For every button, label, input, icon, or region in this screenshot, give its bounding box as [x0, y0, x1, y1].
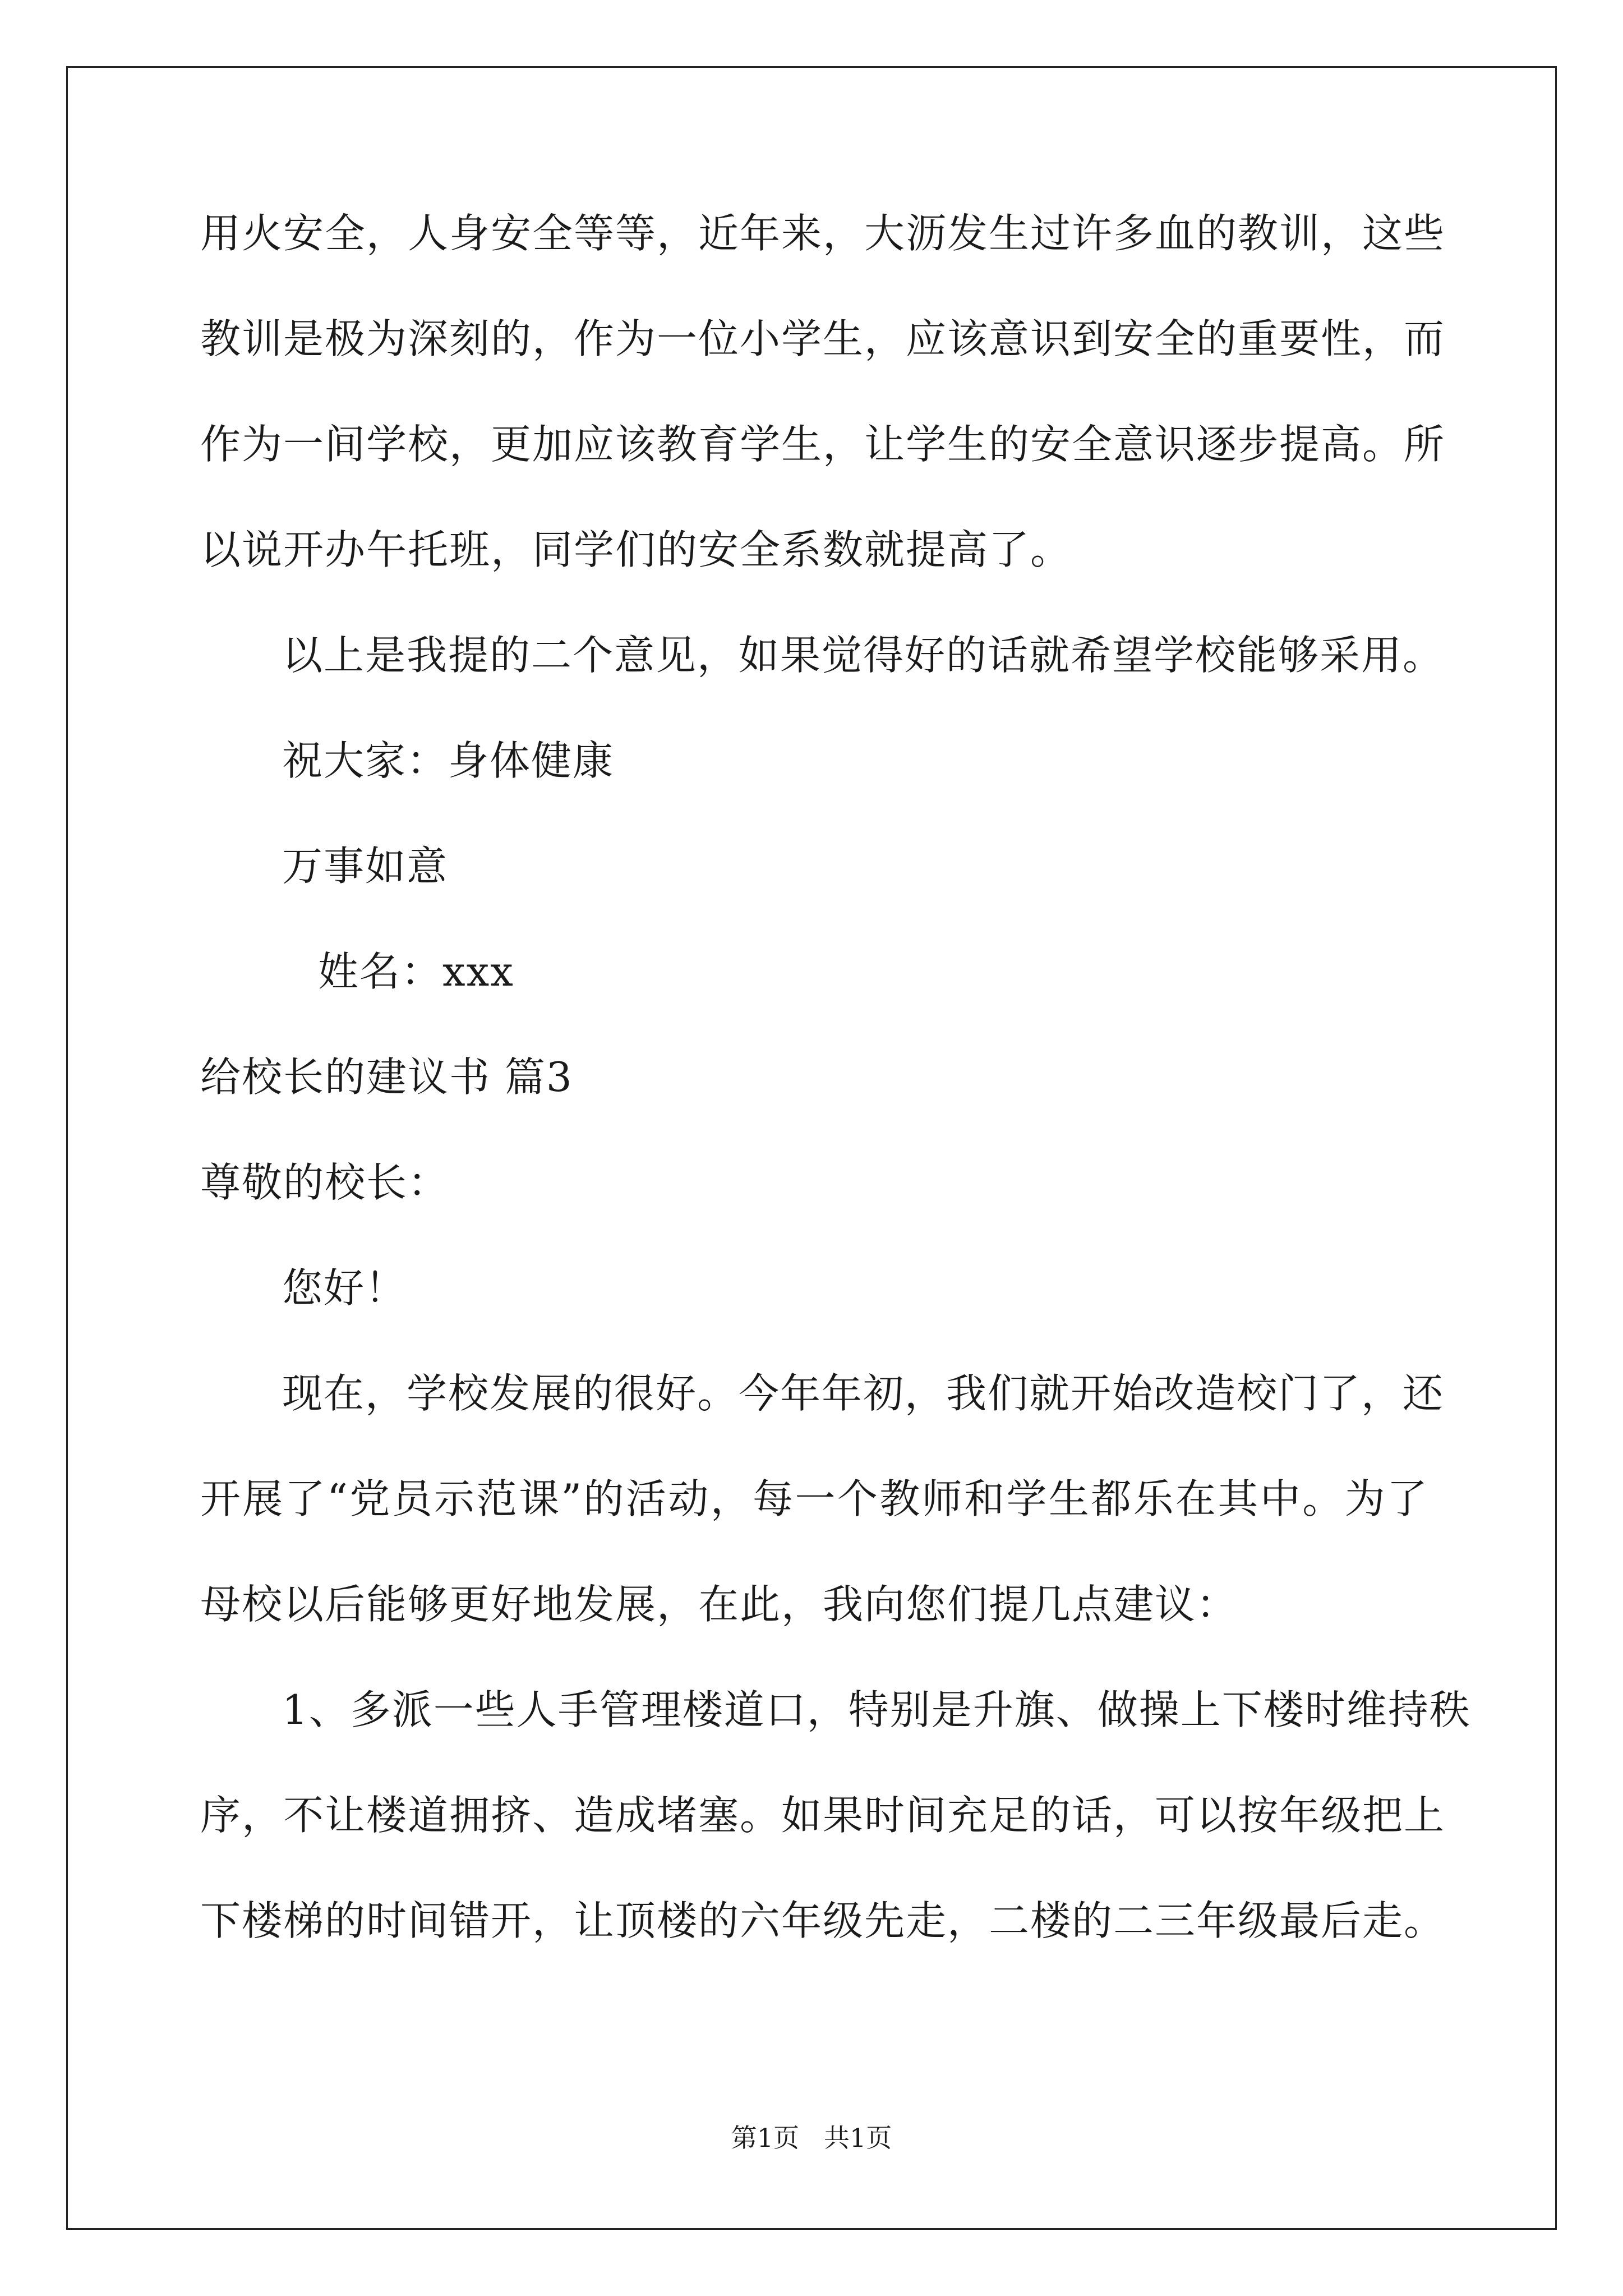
page-footer: [0, 2125, 1623, 2151]
paragraph-line: 作为一间学校，更加应该教育学生，让学生的安全意识逐步提高。所: [200, 421, 1446, 468]
paragraph-line: 以说开办午托班，同学们的安全系数就提高了。: [200, 526, 1072, 573]
document-body: [200, 210, 1471, 1944]
paragraph-line: 用火安全，人身安全等等，近年来，大沥发生过许多血的教训，这些: [200, 210, 1446, 257]
section-heading: 给校长的建议书 篇3: [200, 1053, 573, 1101]
paragraph-line: 教训是极为深刻的，作为一位小学生，应该意识到安全的重要性，而: [200, 315, 1446, 362]
closing-wish: 祝大家：身体健康: [282, 737, 615, 784]
signature-line: 姓名：xxx: [318, 948, 514, 995]
paragraph-line: 以上是我提的二个意见，如果觉得好的话就希望学校能够采用。: [282, 632, 1445, 679]
page-total: 共1页: [824, 2123, 892, 2153]
paragraph-line: 1、多派一些人手管理楼道口，特别是升旗、做操上下楼时维持秩: [282, 1686, 1471, 1733]
paragraph-line: 母校以后能够更好地发展，在此，我向您们提几点建议：: [200, 1581, 1238, 1628]
greeting: 您好！: [282, 1264, 407, 1312]
paragraph-line: 序，不让楼道拥挤、造成堵塞。如果时间充足的话，可以按年级把上: [200, 1792, 1446, 1839]
salutation: 尊敬的校长：: [200, 1159, 450, 1206]
paragraph-line: 现在，学校发展的很好。今年年初，我们就开始改造校门了，还: [282, 1370, 1445, 1417]
paragraph-line: 下楼梯的时间错开，让顶楼的六年级先走，二楼的二三年级最后走。: [200, 1897, 1446, 1944]
paragraph-line: 开展了“党员示范课”的活动，每一个教师和学生都乐在其中。为了: [200, 1475, 1428, 1522]
page-number: 第1页: [731, 2123, 799, 2153]
closing-wish: 万事如意: [282, 843, 449, 890]
